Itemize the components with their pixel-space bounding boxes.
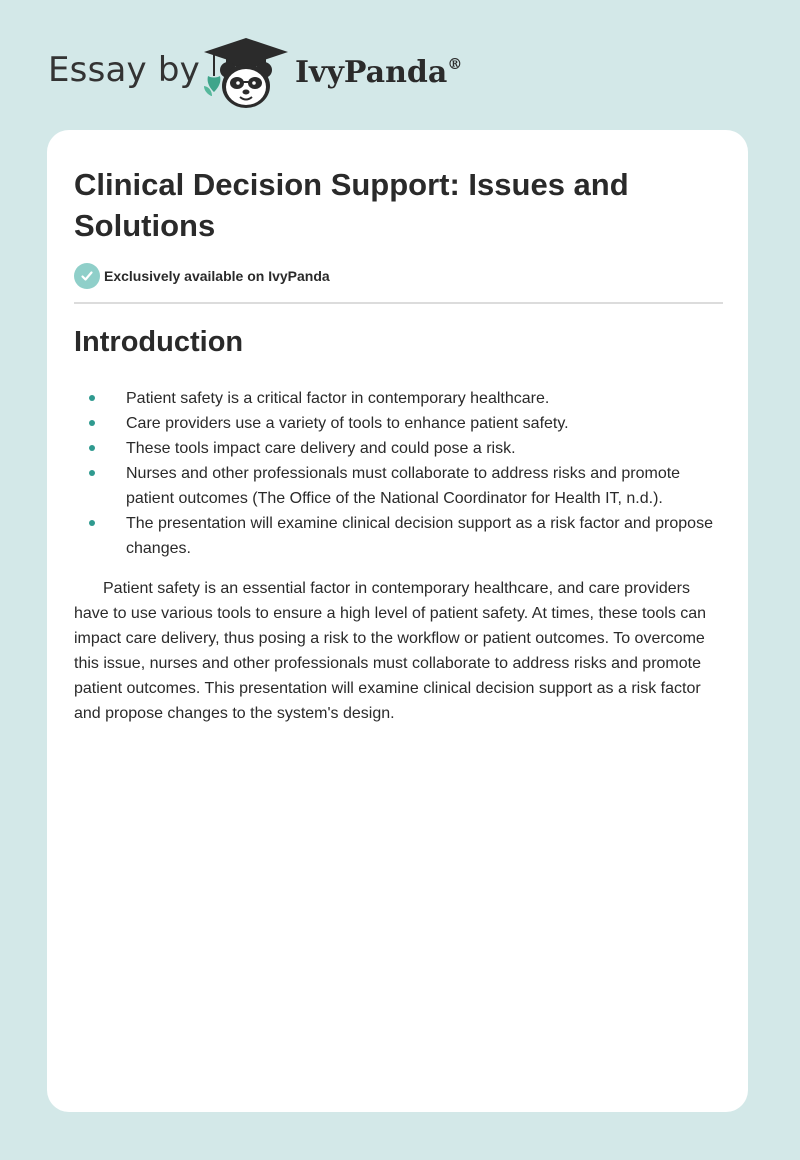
bullet-dot-icon [89, 520, 95, 526]
list-item: These tools impact care delivery and could pose a risk. [74, 436, 714, 461]
bullet-dot-icon [89, 420, 95, 426]
bullet-list [74, 386, 714, 561]
brand-name[interactable]: IvyPanda® [295, 55, 463, 90]
list-item: The presentation will examine clinical decision support as a risk factor and propose changes. [74, 511, 714, 561]
panda-logo-icon[interactable] [200, 36, 292, 110]
divider [74, 302, 723, 304]
list-item: Nurses and other professionals must collaborate to address risks and promote patient outcomes (The Office of the National Coordinator for Health IT, n.d.). [74, 461, 714, 511]
bullet-dot-icon [89, 445, 95, 451]
essay-title: Clinical Decision Support: Issues and Solutions [74, 167, 629, 243]
exclusive-badge [74, 263, 330, 289]
list-item: Patient safety is a critical factor in contemporary healthcare. [74, 386, 714, 411]
section-heading: Introduction [74, 326, 244, 358]
checkmark-icon [74, 263, 100, 289]
bullet-dot-icon [89, 470, 95, 476]
essay-card [47, 130, 748, 1112]
list-item: Care providers use a variety of tools to enhance patient safety. [74, 411, 714, 436]
bullet-dot-icon [89, 395, 95, 401]
site-header [48, 30, 508, 110]
essay-by-label: Essay by [48, 50, 200, 90]
badge-label: Exclusively available on IvyPanda [104, 268, 330, 284]
registered-mark: ® [447, 55, 463, 73]
body-paragraph: Patient safety is an essential factor in contemporary healthcare, and care providers have to use various tools to ensure a high level of patient safety. At times, these tools can impact care delivery, thus posing a risk to the workflow or patient outcomes. To overcome this issue, nurses and other professionals must collaborate to address risks and promote patient outcomes. This presentation will examine clinical decision support as a risk factor and propose changes to the system's design. [74, 580, 707, 722]
